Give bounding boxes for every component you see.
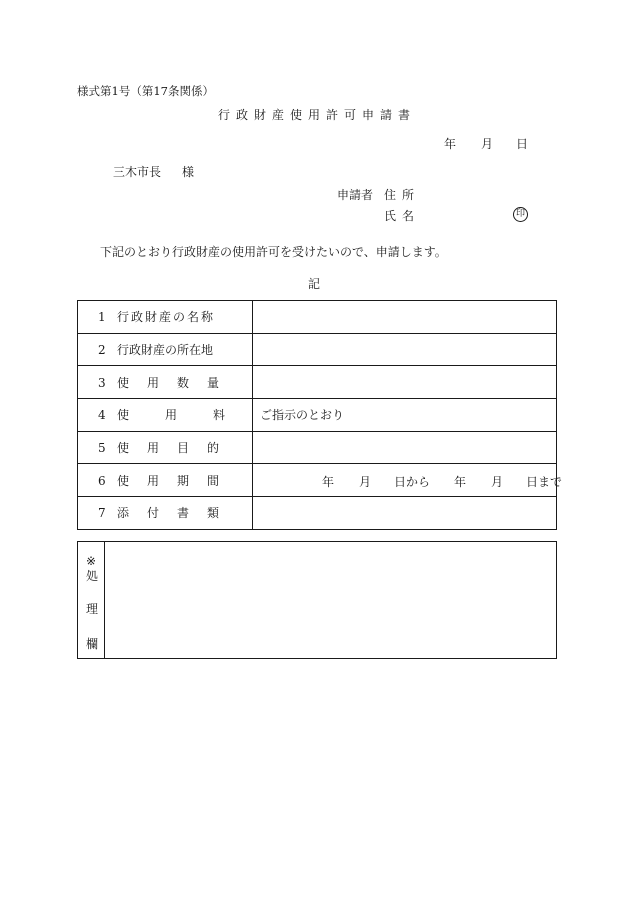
document-title: 行政財産使用許可申請書 bbox=[218, 108, 417, 122]
period-start-year: 年 bbox=[322, 475, 335, 490]
item-number: 3 bbox=[98, 375, 106, 390]
period-start-month: 月 bbox=[359, 475, 372, 490]
period-end-month: 月 bbox=[491, 475, 504, 490]
period-start-day: 日から bbox=[394, 475, 431, 490]
item-number: 2 bbox=[98, 343, 106, 358]
item-label: 行政財産の名称 bbox=[117, 310, 216, 325]
item-label-cell bbox=[78, 399, 262, 432]
item-label-cell bbox=[78, 333, 253, 366]
item-label-cell bbox=[78, 497, 253, 530]
item-value-cell[interactable] bbox=[253, 497, 557, 530]
item-number: 6 bbox=[98, 473, 106, 488]
item-number: 5 bbox=[98, 441, 106, 456]
item-label-cell bbox=[78, 431, 253, 464]
address-label: 住所 bbox=[384, 188, 421, 202]
item-label-cell bbox=[78, 301, 253, 334]
addressee-honorific: 様 bbox=[182, 165, 195, 179]
item-number: 1 bbox=[98, 310, 106, 325]
table-row bbox=[78, 366, 557, 399]
period-cell[interactable] bbox=[253, 464, 563, 497]
table-row bbox=[78, 399, 557, 432]
processing-remarks-box bbox=[77, 541, 557, 659]
item-label: 行政財産の所在地 bbox=[117, 343, 214, 358]
item-label: 使用料 bbox=[117, 408, 262, 423]
date-day-label: 日 bbox=[516, 137, 529, 151]
seal-mark: 印 bbox=[513, 207, 528, 222]
item-number: 7 bbox=[98, 506, 106, 521]
period-end-year: 年 bbox=[454, 475, 467, 490]
item-value-cell[interactable] bbox=[253, 366, 557, 399]
item-label: 使用目的 bbox=[117, 441, 238, 456]
date-year-label: 年 bbox=[444, 137, 457, 151]
name-label: 氏名 bbox=[384, 209, 421, 223]
request-statement: 下記のとおり行政財産の使用許可を受けたいので、申請します。 bbox=[100, 245, 447, 259]
remarks-char: 欄 bbox=[86, 637, 99, 651]
table-row bbox=[78, 464, 557, 497]
item-number: 4 bbox=[98, 408, 106, 423]
remarks-char: 理 bbox=[86, 602, 99, 616]
item-label-cell bbox=[78, 366, 253, 399]
item-value-cell[interactable] bbox=[253, 333, 557, 366]
table-row bbox=[78, 333, 557, 366]
remarks-char: 処 bbox=[86, 569, 99, 583]
item-label: 添付書類 bbox=[117, 506, 238, 521]
table-row bbox=[78, 431, 557, 464]
form-number: 様式第1号（第17条関係） bbox=[77, 84, 214, 98]
item-value-cell[interactable] bbox=[253, 301, 557, 334]
item-label: 使用数量 bbox=[117, 375, 238, 390]
item-value-cell[interactable] bbox=[253, 431, 557, 464]
remarks-label bbox=[78, 542, 105, 658]
item-value-cell[interactable]: ご指示のとおり bbox=[253, 399, 557, 432]
date-month-label: 月 bbox=[481, 137, 494, 151]
addressee-name: 三木市長 bbox=[113, 165, 162, 179]
remarks-mark: ※ bbox=[86, 554, 97, 568]
items-table bbox=[77, 300, 563, 530]
table-row bbox=[78, 497, 557, 530]
applicant-label: 申請者 bbox=[337, 188, 374, 202]
item-label: 使用期間 bbox=[117, 473, 238, 488]
item-label-cell bbox=[78, 464, 253, 497]
section-mark: 記 bbox=[308, 277, 321, 291]
table-row bbox=[78, 301, 557, 334]
period-end-day: 日まで bbox=[526, 475, 563, 490]
